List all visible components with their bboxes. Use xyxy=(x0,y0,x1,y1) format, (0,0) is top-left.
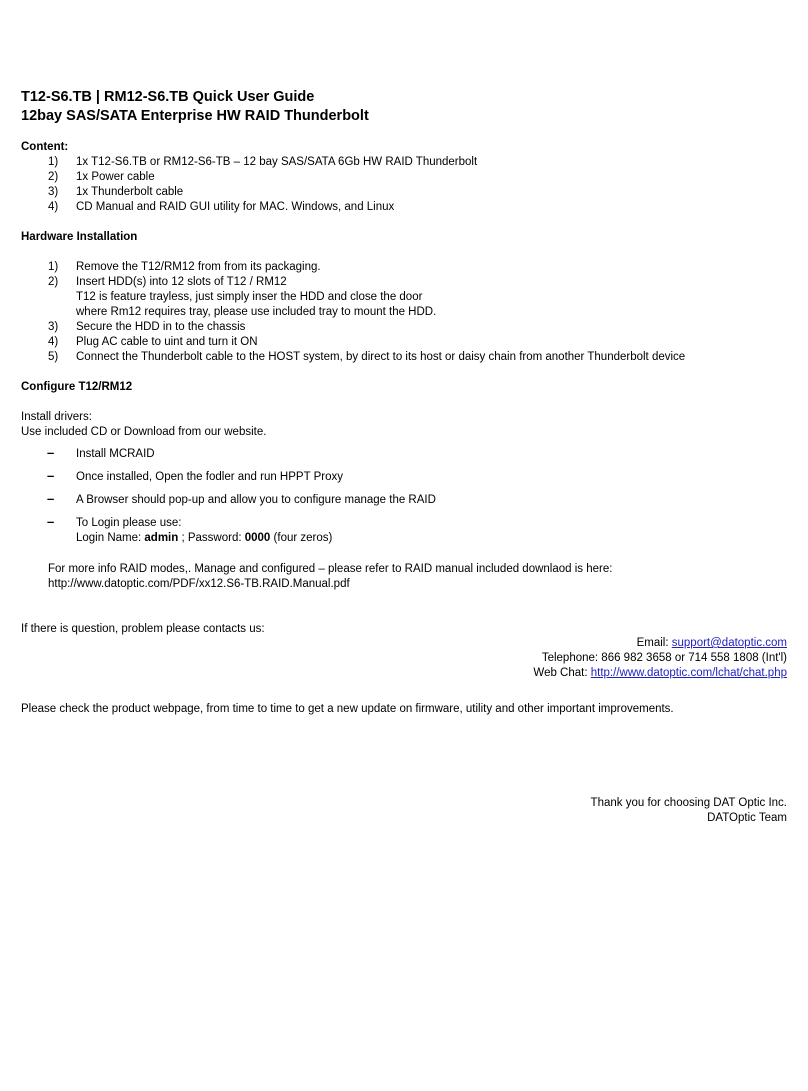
password-note: (four zeros) xyxy=(270,532,333,544)
webchat-line xyxy=(533,666,787,680)
hardware-step: Secure the HDD in to the chassis xyxy=(76,321,246,333)
content-heading: Content: xyxy=(21,141,69,153)
page-title: T12-S6.TB | RM12-S6.TB Quick User Guide xyxy=(21,89,315,105)
password-value: 0000 xyxy=(244,532,271,544)
config-step: To Login please use: xyxy=(76,517,182,529)
login-name-label: Login Name: xyxy=(76,532,145,544)
hardware-step-detail: where Rm12 requires tray, please use included tray to mount the HDD. xyxy=(76,306,437,318)
login-credentials xyxy=(76,531,332,545)
dash-bullet-icon: – xyxy=(47,514,55,529)
hardware-step-detail: T12 is feature trayless, just simply inser the HDD and close the door xyxy=(76,291,423,303)
dash-bullet-icon: – xyxy=(47,491,55,506)
content-item-number: 4) xyxy=(48,201,59,213)
content-item: CD Manual and RAID GUI utility for MAC. Windows, and Linux xyxy=(76,201,395,213)
dash-bullet-icon: – xyxy=(47,445,55,460)
manual-url: http://www.datoptic.com/PDF/xx12.S6-TB.RAID.Manual.pdf xyxy=(48,578,350,590)
email-link[interactable]: support@datoptic.com xyxy=(671,637,787,649)
hardware-heading: Hardware Installation xyxy=(21,231,138,243)
hardware-step: Connect the Thunderbolt cable to the HOST system, by direct to its host or daisy chain from another Thunderbolt device xyxy=(76,351,686,363)
config-step: A Browser should pop-up and allow you to configure manage the RAID xyxy=(76,494,436,506)
install-drivers-text: Install drivers: xyxy=(21,411,92,423)
more-info-text: For more info RAID modes,. Manage and configured – please refer to RAID manual included downlaod is here: xyxy=(48,563,613,575)
content-item: 1x Thunderbolt cable xyxy=(76,186,184,198)
login-name-value: admin xyxy=(144,532,179,544)
content-item: 1x T12-S6.TB or RM12-S6-TB – 12 bay SAS/SATA 6Gb HW RAID Thunderbolt xyxy=(76,156,478,168)
page-subtitle: 12bay SAS/SATA Enterprise HW RAID Thunderbolt xyxy=(21,108,369,124)
content-item: 1x Power cable xyxy=(76,171,155,183)
hardware-step-number: 3) xyxy=(48,321,59,333)
email-label: Email: xyxy=(636,637,672,649)
hardware-step-number: 5) xyxy=(48,351,59,363)
contact-intro: If there is question, problem please contacts us: xyxy=(21,623,265,635)
dash-bullet-icon: – xyxy=(47,468,55,483)
email-line xyxy=(637,636,787,650)
hardware-step: Insert HDD(s) into 12 slots of T12 / RM12 xyxy=(76,276,287,288)
hardware-step-number: 4) xyxy=(48,336,59,348)
config-step: Install MCRAID xyxy=(76,448,155,460)
content-item-number: 1) xyxy=(48,156,59,168)
telephone-line: Telephone: 866 982 3658 or 714 558 1808 (Int'l) xyxy=(541,652,787,664)
content-item-number: 2) xyxy=(48,171,59,183)
hardware-step: Plug AC cable to uint and turn it ON xyxy=(76,336,258,348)
install-source-text: Use included CD or Download from our website. xyxy=(21,426,267,438)
content-item-number: 3) xyxy=(48,186,59,198)
configure-heading: Configure T12/RM12 xyxy=(21,381,133,393)
hardware-step: Remove the T12/RM12 from from its packaging. xyxy=(76,261,321,273)
webchat-label: Web Chat: xyxy=(533,667,591,679)
update-note: Please check the product webpage, from time to time to get a new update on firmware, utility and other important improvements. xyxy=(21,703,674,715)
password-label: ; Password: xyxy=(178,532,245,544)
config-step: Once installed, Open the fodler and run HPPT Proxy xyxy=(76,471,343,483)
webchat-link[interactable]: http://www.datoptic.com/lchat/chat.php xyxy=(590,667,787,679)
thanks-text: Thank you for choosing DAT Optic Inc. xyxy=(590,797,787,809)
hardware-step-number: 2) xyxy=(48,276,59,288)
hardware-step-number: 1) xyxy=(48,261,59,273)
team-signature: DATOptic Team xyxy=(707,812,787,824)
